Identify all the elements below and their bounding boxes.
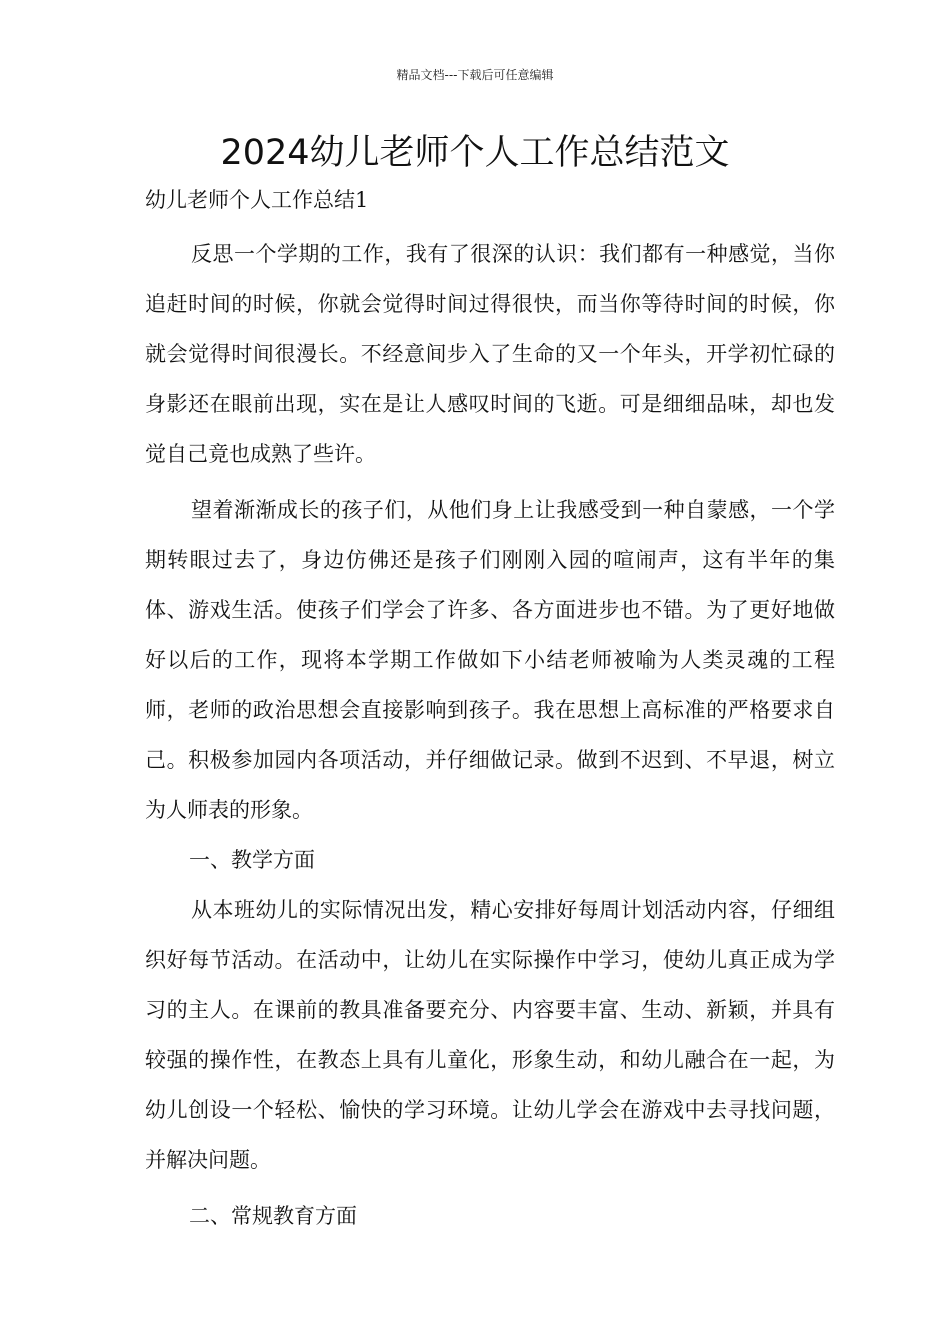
- section-heading-routine: 二、常规教育方面: [189, 1204, 357, 1228]
- document-body: [145, 229, 835, 1241]
- section-heading-teaching: 一、教学方面: [189, 848, 315, 872]
- header-note: 精品文档---下载后可任意编辑: [396, 68, 554, 82]
- document-subheading: 幼儿老师个人工作总结1: [145, 188, 369, 212]
- document-title: 2024幼儿老师个人工作总结范文: [220, 133, 730, 173]
- paragraph-growth: 望着渐渐成长的孩子们，从他们身上让我感受到一种自蒙感，一个学期转眼过去了，身边仿佛还是孩子们刚刚入园的喧闹声，这有半年的集体、游戏生活。使孩子们学会了许多、各方面进步也不错。为了更好地做好以后的工作，现将本学期工作做如下小结老师被喻为人类灵魂的工程师，老师的政治思想会直接影响到孩子。我在思想上高标准的严格要求自己。积极参加园内各项活动，并仔细做记录。做到不迟到、不早退，树立为人师表的形象。: [145, 498, 835, 822]
- paragraph-teaching: 从本班幼儿的实际情况出发，精心安排好每周计划活动内容，仔细组织好每节活动。在活动中，让幼儿在实际操作中学习，使幼儿真正成为学习的主人。在课前的教具准备要充分、内容要丰富、生动、新颖，并具有较强的操作性，在教态上具有儿童化，形象生动，和幼儿融合在一起，为幼儿创设一个轻松、愉快的学习环境。让幼儿学会在游戏中去寻找问题，并解决问题。: [145, 898, 835, 1172]
- paragraph-reflection: 反思一个学期的工作，我有了很深的认识：我们都有一种感觉，当你追赶时间的时候，你就会觉得时间过得很快，而当你等待时间的时候，你就会觉得时间很漫长。不经意间步入了生命的又一个年头，开学初忙碌的身影还在眼前出现，实在是让人感叹时间的飞逝。可是细细品味，却也发觉自己竟也成熟了些许。: [145, 242, 835, 466]
